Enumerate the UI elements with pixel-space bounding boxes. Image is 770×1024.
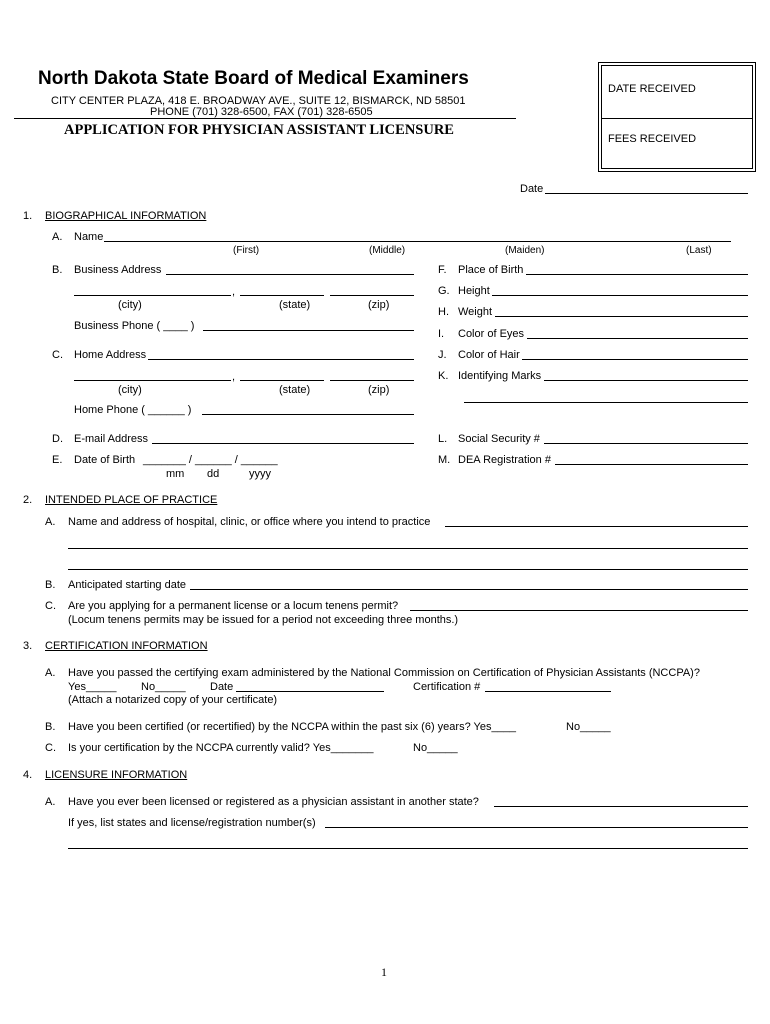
org-phone: PHONE (701) 328-6500, FAX (701) 328-6505 bbox=[150, 106, 373, 118]
license-numbers-field[interactable] bbox=[325, 827, 748, 828]
attach-note: (Attach a notarized copy of your certificate) bbox=[68, 694, 278, 706]
org-name: North Dakota State Board of Medical Examiners bbox=[38, 68, 469, 89]
s1-j-letter: J. bbox=[438, 349, 447, 361]
certification-number-field[interactable] bbox=[485, 691, 611, 692]
home-phone-field[interactable] bbox=[202, 414, 414, 415]
other-state-license-field[interactable] bbox=[494, 806, 748, 807]
business-city-caption: (city) bbox=[118, 299, 142, 311]
office-box-divider bbox=[602, 118, 752, 119]
height-label: Height bbox=[458, 285, 490, 297]
identifying-marks-field[interactable] bbox=[544, 380, 748, 381]
home-address-label: Home Address bbox=[74, 349, 147, 361]
s1-i-letter: I. bbox=[438, 328, 445, 340]
s1-a-letter: A. bbox=[52, 231, 63, 243]
section-1-heading: BIOGRAPHICAL INFORMATION bbox=[45, 210, 207, 222]
s1-e-letter: E. bbox=[52, 454, 63, 466]
identifying-marks-label: Identifying Marks bbox=[458, 370, 542, 382]
comma: , bbox=[232, 286, 236, 298]
eye-color-field[interactable] bbox=[527, 338, 748, 339]
home-state-caption: (state) bbox=[279, 384, 311, 396]
business-state-caption: (state) bbox=[279, 299, 311, 311]
home-state-field[interactable] bbox=[240, 380, 324, 381]
s1-m-letter: M. bbox=[438, 454, 451, 466]
weight-label: Weight bbox=[458, 306, 493, 318]
dd-caption: dd bbox=[207, 468, 220, 480]
name-label: Name bbox=[74, 231, 104, 243]
height-field[interactable] bbox=[492, 295, 748, 296]
dea-field[interactable] bbox=[555, 464, 748, 465]
hair-color-field[interactable] bbox=[522, 359, 748, 360]
license-numbers-label: If yes, list states and license/registration number(s) bbox=[68, 817, 316, 829]
practice-location-field-3[interactable] bbox=[68, 569, 748, 570]
recertified-no[interactable]: No_____ bbox=[566, 721, 611, 733]
date-field[interactable] bbox=[545, 193, 748, 194]
email-label: E-mail Address bbox=[74, 433, 148, 445]
dob-label: Date of Birth bbox=[74, 454, 136, 466]
dea-label: DEA Registration # bbox=[458, 454, 551, 466]
ssn-field[interactable] bbox=[544, 443, 748, 444]
s1-c-letter: C. bbox=[52, 349, 63, 361]
business-address-label: Business Address bbox=[74, 264, 162, 276]
s3-b-letter: B. bbox=[45, 721, 56, 733]
hair-color-label: Color of Hair bbox=[458, 349, 520, 361]
cert-valid-no[interactable]: No_____ bbox=[413, 742, 458, 754]
section-3-heading: CERTIFICATION INFORMATION bbox=[45, 640, 208, 652]
nccpa-exam-no[interactable]: No_____ bbox=[141, 681, 186, 693]
home-address-field[interactable] bbox=[148, 359, 414, 360]
business-city-field[interactable] bbox=[74, 295, 231, 296]
business-state-field[interactable] bbox=[240, 295, 324, 296]
business-address-field[interactable] bbox=[166, 274, 414, 275]
place-of-birth-label: Place of Birth bbox=[458, 264, 524, 276]
other-state-license-question: Have you ever been licensed or registered as a physician assistant in another state? bbox=[68, 796, 479, 808]
s2-b-letter: B. bbox=[45, 579, 56, 591]
cert-valid-question[interactable]: Is your certification by the NCCPA currently valid? Yes_______ bbox=[68, 742, 374, 754]
mm-caption: mm bbox=[166, 468, 185, 480]
s1-l-letter: L. bbox=[438, 433, 448, 445]
date-received-label: DATE RECEIVED bbox=[608, 83, 696, 95]
business-zip-field[interactable] bbox=[330, 295, 414, 296]
home-city-caption: (city) bbox=[118, 384, 142, 396]
license-numbers-field-2[interactable] bbox=[68, 848, 748, 849]
starting-date-field[interactable] bbox=[190, 589, 748, 590]
section-2-heading: INTENDED PLACE OF PRACTICE bbox=[45, 494, 218, 506]
exam-date-field[interactable] bbox=[236, 691, 384, 692]
business-phone-field[interactable] bbox=[203, 330, 414, 331]
ssn-label: Social Security # bbox=[458, 433, 540, 445]
s1-g-letter: G. bbox=[438, 285, 450, 297]
exam-date-label: Date bbox=[210, 681, 234, 693]
middle-caption: (Middle) bbox=[369, 245, 406, 256]
weight-field[interactable] bbox=[495, 316, 748, 317]
name-field[interactable] bbox=[104, 241, 731, 242]
s1-b-letter: B. bbox=[52, 264, 63, 276]
email-field[interactable] bbox=[152, 443, 414, 444]
locum-tenens-note: (Locum tenens permits may be issued for a period not exceeding three months.) bbox=[68, 614, 459, 626]
header-rule bbox=[14, 118, 516, 119]
certification-number-label: Certification # bbox=[413, 681, 481, 693]
license-type-field[interactable] bbox=[410, 610, 748, 611]
section-1-number: 1. bbox=[23, 210, 33, 222]
starting-date-label: Anticipated starting date bbox=[68, 579, 187, 591]
org-address: CITY CENTER PLAZA, 418 E. BROADWAY AVE., SUITE 12, BISMARCK, ND 58501 bbox=[51, 95, 466, 107]
place-of-birth-field[interactable] bbox=[526, 274, 748, 275]
section-2-number: 2. bbox=[23, 494, 33, 506]
home-zip-field[interactable] bbox=[330, 380, 414, 381]
nccpa-exam-question: Have you passed the certifying exam administered by the National Commission on Certification of Physician Assistants (NCCPA)? bbox=[68, 667, 700, 679]
date-label: Date bbox=[520, 183, 544, 195]
yyyy-caption: yyyy bbox=[249, 468, 271, 480]
home-phone-label: Home Phone ( ______ ) bbox=[74, 404, 192, 416]
business-zip-caption: (zip) bbox=[368, 299, 390, 311]
section-4-number: 4. bbox=[23, 769, 33, 781]
first-caption: (First) bbox=[233, 245, 260, 256]
practice-location-field[interactable] bbox=[445, 526, 748, 527]
office-use-box bbox=[598, 62, 756, 172]
s1-d-letter: D. bbox=[52, 433, 63, 445]
page-title: APPLICATION FOR PHYSICIAN ASSISTANT LICENSURE bbox=[64, 122, 454, 138]
s1-f-letter: F. bbox=[438, 264, 447, 276]
practice-location-field-2[interactable] bbox=[68, 548, 748, 549]
s4-a-letter: A. bbox=[45, 796, 56, 808]
license-type-label: Are you applying for a permanent license or a locum tenens permit? bbox=[68, 600, 399, 612]
s2-a-letter: A. bbox=[45, 516, 56, 528]
s1-k-letter: K. bbox=[438, 370, 449, 382]
practice-location-label: Name and address of hospital, clinic, or office where you intend to practice bbox=[68, 516, 431, 528]
section-3-number: 3. bbox=[23, 640, 33, 652]
page-number: 1 bbox=[381, 965, 387, 979]
s3-a-letter: A. bbox=[45, 667, 56, 679]
home-city-field[interactable] bbox=[74, 380, 231, 381]
last-caption: (Last) bbox=[686, 245, 712, 256]
home-zip-caption: (zip) bbox=[368, 384, 390, 396]
nccpa-exam-yes[interactable]: Yes_____ bbox=[68, 681, 117, 693]
section-4-heading: LICENSURE INFORMATION bbox=[45, 769, 188, 781]
s3-c-letter: C. bbox=[45, 742, 56, 754]
comma: , bbox=[232, 371, 236, 383]
business-phone-label: Business Phone ( ____ ) bbox=[74, 320, 195, 332]
s2-c-letter: C. bbox=[45, 600, 56, 612]
identifying-marks-field-2[interactable] bbox=[464, 402, 748, 403]
maiden-caption: (Maiden) bbox=[505, 245, 545, 256]
fees-received-label: FEES RECEIVED bbox=[608, 133, 697, 145]
dob-field[interactable]: _______ / ______ / ______ bbox=[143, 454, 278, 466]
eye-color-label: Color of Eyes bbox=[458, 328, 525, 340]
recertified-question[interactable]: Have you been certified (or recertified) by the NCCPA within the past six (6) years? Yes____ bbox=[68, 721, 516, 733]
s1-h-letter: H. bbox=[438, 306, 449, 318]
